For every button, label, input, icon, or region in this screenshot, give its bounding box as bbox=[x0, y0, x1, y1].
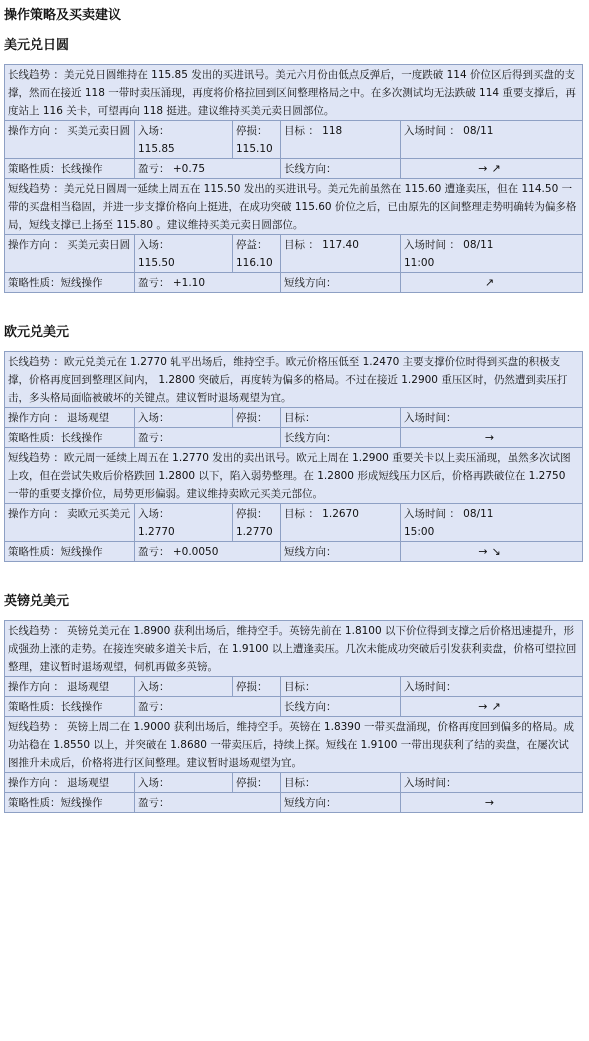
target: 目标 ： 1.2670 bbox=[281, 504, 401, 542]
order-row bbox=[5, 408, 583, 428]
strategy-table bbox=[4, 620, 583, 813]
strategy-content bbox=[0, 24, 589, 813]
stop-label: 停损： bbox=[236, 508, 268, 520]
trend-row bbox=[5, 621, 583, 677]
trend-row bbox=[5, 448, 583, 504]
trend-row bbox=[5, 352, 583, 408]
trend-text: 短线趋势 ： 英镑上周二在 1.9000 获利出场后，维持空手。英镑在 1.8390 一带买盘涌现，价格再度回到偏多的格局。成功站稳在 1.8550 以上，并突破在 1.8680 一带卖压后，持续上探。短线在 1.9100 一带出现获利了结的卖盘，在屡次试图推升未成后，价格将进行区间整理。建议暂时退场观望为宜。 bbox=[5, 717, 583, 773]
strategy-nature: 策略性质：长线操作 bbox=[5, 697, 135, 717]
operation-direction: 操作方向 ： 卖欧元买美元 bbox=[5, 504, 135, 542]
order-row bbox=[5, 677, 583, 697]
direction-arrows: →↘ bbox=[401, 542, 583, 562]
profit-loss: 盈亏： +0.75 bbox=[135, 159, 281, 179]
stop-label: 停损： bbox=[236, 412, 268, 424]
entry bbox=[135, 408, 233, 428]
section-title: 欧元兑美元 bbox=[4, 325, 70, 340]
order-row bbox=[5, 235, 583, 273]
section-title: 美元兑日圆 bbox=[4, 38, 70, 53]
entry-label: 入场： bbox=[138, 239, 170, 251]
entry bbox=[135, 677, 233, 697]
entry bbox=[135, 773, 233, 793]
target: 目标 ： 118 bbox=[281, 121, 401, 159]
stop bbox=[233, 408, 281, 428]
strategy-table bbox=[4, 351, 583, 562]
trend-direction: 短线方向： bbox=[281, 793, 401, 813]
entry-value: 115.85 bbox=[138, 143, 175, 155]
order-row bbox=[5, 504, 583, 542]
entry-time-label: 入场时间： bbox=[404, 412, 457, 424]
operation-direction: 操作方向 ： 退场观望 bbox=[5, 408, 135, 428]
direction-arrows: ↗ bbox=[401, 273, 583, 293]
trend-direction: 短线方向： bbox=[281, 273, 401, 293]
entry-time-label: 入场时间 ： 08/11 bbox=[404, 239, 494, 251]
entry-label: 入场： bbox=[138, 508, 170, 520]
stop-label: 停损： bbox=[236, 777, 268, 789]
entry-value: 1.2770 bbox=[138, 526, 175, 538]
nature-row bbox=[5, 428, 583, 448]
target: 目标 ： 117.40 bbox=[281, 235, 401, 273]
entry-time-label: 入场时间 ： 08/11 bbox=[404, 125, 494, 137]
profit-loss: 盈亏： +0.0050 bbox=[135, 542, 281, 562]
trend-text: 短线趋势 ：欧元周一延续上周五在 1.2770 发出的卖出讯号。欧元上周在 1.2900 重要关卡以上卖压涌现，虽然多次试图上攻，但在尝试失败后价格跌回 1.2800 以下，陷入弱势整理。在 1.2800 形成短线压力区后，价格再跌破位在 1.2750 一带的重要支撑价位，局势更形偏弱。建议维持卖欧元买美元部位。 bbox=[5, 448, 583, 504]
nature-row bbox=[5, 542, 583, 562]
nature-row bbox=[5, 793, 583, 813]
nature-row bbox=[5, 159, 583, 179]
trend-direction: 长线方向： bbox=[281, 159, 401, 179]
direction-arrows: →↗ bbox=[401, 159, 583, 179]
nature-row bbox=[5, 697, 583, 717]
profit-loss: 盈亏： +1.10 bbox=[135, 273, 281, 293]
operation-direction: 操作方向 ： 买美元卖日圆 bbox=[5, 121, 135, 159]
entry-time bbox=[401, 677, 583, 697]
stop bbox=[233, 773, 281, 793]
section-title: 英镑兑美元 bbox=[4, 594, 70, 609]
strategy-nature: 策略性质：短线操作 bbox=[5, 273, 135, 293]
entry-time bbox=[401, 773, 583, 793]
trend-row bbox=[5, 179, 583, 235]
stop-value: 115.10 bbox=[236, 143, 273, 155]
operation-direction: 操作方向 ： 买美元卖日圆 bbox=[5, 235, 135, 273]
entry-value: 115.50 bbox=[138, 257, 175, 269]
profit-loss: 盈亏： bbox=[135, 793, 281, 813]
target: 目标： bbox=[281, 677, 401, 697]
entry-time-value: 11:00 bbox=[404, 257, 435, 269]
strategy-nature: 策略性质：长线操作 bbox=[5, 159, 135, 179]
trend-direction: 长线方向： bbox=[281, 697, 401, 717]
strategy-nature: 策略性质：长线操作 bbox=[5, 428, 135, 448]
direction-arrows: → bbox=[401, 428, 583, 448]
stop-label: 停损： bbox=[236, 681, 268, 693]
strategy-table bbox=[4, 64, 583, 293]
trend-text: 长线趋势 ： 英镑兑美元在 1.8900 获利出场后，维持空手。英镑先前在 1.8100 以下价位得到支撑之后价格迅速提升，形成强劲上涨的走势。在接连突破多道关卡后，在 1.9100 以上遭逢卖压。几次未能成功突破后引发获利卖盘，价格可望拉回整理，建议暂时退场观望，伺机再做多英镑。 bbox=[5, 621, 583, 677]
operation-direction: 操作方向 ： 退场观望 bbox=[5, 677, 135, 697]
entry-time bbox=[401, 235, 583, 273]
strategy-nature: 策略性质：短线操作 bbox=[5, 793, 135, 813]
stop-value: 116.10 bbox=[236, 257, 273, 269]
trend-row bbox=[5, 717, 583, 773]
trend-row bbox=[5, 65, 583, 121]
target: 目标： bbox=[281, 773, 401, 793]
stop bbox=[233, 121, 281, 159]
profit-loss: 盈亏： bbox=[135, 697, 281, 717]
entry bbox=[135, 121, 233, 159]
direction-arrows: →↗ bbox=[401, 697, 583, 717]
entry-label: 入场： bbox=[138, 412, 170, 424]
entry-time bbox=[401, 504, 583, 542]
entry bbox=[135, 504, 233, 542]
trend-text: 长线趋势 ：欧元兑美元在 1.2770 轧平出场后，维持空手。欧元价格压低至 1.2470 主要支撑价位时得到买盘的积极支撑，价格再度回到整理区间内， 1.2800 突破后，再度转为偏多的格局。不过在接近 1.2900 重压区时，仍然遭到卖压打击，多头格局面临被破坏的关键点。建议暂时退场观望为宜。 bbox=[5, 352, 583, 408]
entry-time-label: 入场时间： bbox=[404, 777, 457, 789]
target: 目标： bbox=[281, 408, 401, 428]
operation-direction: 操作方向 ： 退场观望 bbox=[5, 773, 135, 793]
direction-arrows: → bbox=[401, 793, 583, 813]
entry-time bbox=[401, 121, 583, 159]
entry-label: 入场： bbox=[138, 681, 170, 693]
entry bbox=[135, 235, 233, 273]
stop bbox=[233, 235, 281, 273]
trend-direction: 短线方向： bbox=[281, 542, 401, 562]
stop bbox=[233, 677, 281, 697]
entry-time-label: 入场时间 ： 08/11 bbox=[404, 508, 494, 520]
order-row bbox=[5, 773, 583, 793]
stop-label: 停益： bbox=[236, 239, 268, 251]
stop-value: 1.2770 bbox=[236, 526, 273, 538]
order-row bbox=[5, 121, 583, 159]
entry-time-label: 入场时间： bbox=[404, 681, 457, 693]
page-title: 操作策略及买卖建议 bbox=[4, 8, 122, 23]
entry-label: 入场： bbox=[138, 777, 170, 789]
entry-time bbox=[401, 408, 583, 428]
trend-text: 短线趋势 ：美元兑日圆周一延续上周五在 115.50 发出的买进讯号。美元先前虽然在 115.60 遭逢卖压，但在 114.50 一带的买盘相当稳固，并进一步支撑价格向上挺进，在成功突破 115.60 价位之后，已由原先的区间整理走势明确转为偏多格局，短线支撑已上扬至 115.80 。建议维持买美元卖日圆部位。 bbox=[5, 179, 583, 235]
trend-text: 长线趋势 ：美元兑日圆维持在 115.85 发出的买进讯号。美元六月份由低点反弹后，一度跌破 114 价位区后得到买盘的支撑，然而在接近 118 一带时卖压涌现，再度将价格拉回到区间整理格局之中。在多次测试均无法跌破 114 重要支撑后，再度站上 116 关卡，可望再向 118 挺进。建议维持买美元卖日圆部位。 bbox=[5, 65, 583, 121]
entry-time-value: 15:00 bbox=[404, 526, 435, 538]
nature-row bbox=[5, 273, 583, 293]
stop bbox=[233, 504, 281, 542]
trend-direction: 长线方向： bbox=[281, 428, 401, 448]
entry-label: 入场： bbox=[138, 125, 170, 137]
stop-label: 停损： bbox=[236, 125, 268, 137]
profit-loss: 盈亏： bbox=[135, 428, 281, 448]
strategy-nature: 策略性质：短线操作 bbox=[5, 542, 135, 562]
